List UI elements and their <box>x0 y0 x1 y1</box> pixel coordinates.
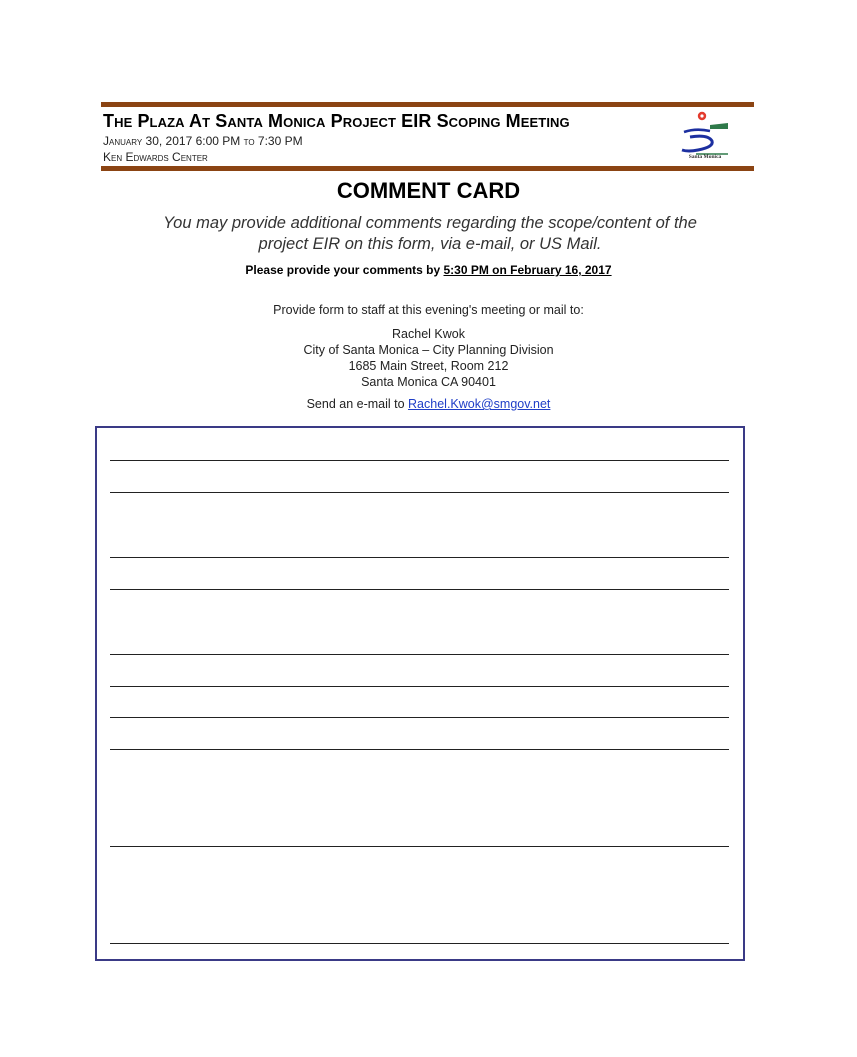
writing-line <box>110 749 729 750</box>
header-bottom-rule <box>101 166 754 171</box>
email-prefix: Send an e-mail to <box>306 397 409 411</box>
logo-text: Santa Monica <box>688 154 722 160</box>
mailing-instructions: Provide form to staff at this evening's meeting or mail to: <box>273 303 584 317</box>
deadline-date: 5:30 PM on February 16, 2017 <box>443 263 612 277</box>
email-link[interactable]: Rachel.Kwok@smgov.net <box>408 397 551 411</box>
writing-line <box>110 654 729 655</box>
meeting-title: The Plaza At Santa Monica Project EIR Scoping Meeting <box>103 111 570 131</box>
logo-graphic <box>676 110 734 156</box>
address-name: Rachel Kwok <box>392 327 465 341</box>
address-street: 1685 Main Street, Room 212 <box>348 359 509 373</box>
address-department: City of Santa Monica – City Planning Division <box>303 343 554 357</box>
writing-line <box>110 557 729 558</box>
writing-line <box>110 686 729 687</box>
mailing-address <box>0 326 857 390</box>
writing-line <box>110 492 729 493</box>
city-of-santa-monica-logo-icon <box>676 110 734 164</box>
writing-line <box>110 943 729 944</box>
header-top-rule <box>101 102 754 107</box>
intro-line-1: You may provide additional comments regarding the scope/content of the <box>163 214 697 232</box>
writing-line <box>110 717 729 718</box>
deadline-notice <box>0 263 857 277</box>
comment-writing-box[interactable] <box>95 426 745 961</box>
deadline-prefix: Please provide your comments by <box>245 263 444 277</box>
meeting-datetime: January 30, 2017 6:00 PM to 7:30 PM <box>103 134 303 148</box>
writing-line <box>110 846 729 847</box>
writing-line <box>110 460 729 461</box>
email-instructions <box>0 397 857 411</box>
meeting-venue: Ken Edwards Center <box>103 150 208 164</box>
intro-line-2: project EIR on this form, via e-mail, or US Mail. <box>258 235 602 253</box>
writing-line <box>110 589 729 590</box>
intro-text <box>110 213 750 255</box>
address-city: Santa Monica CA 90401 <box>361 375 496 389</box>
comment-card-title: COMMENT CARD <box>336 178 521 203</box>
